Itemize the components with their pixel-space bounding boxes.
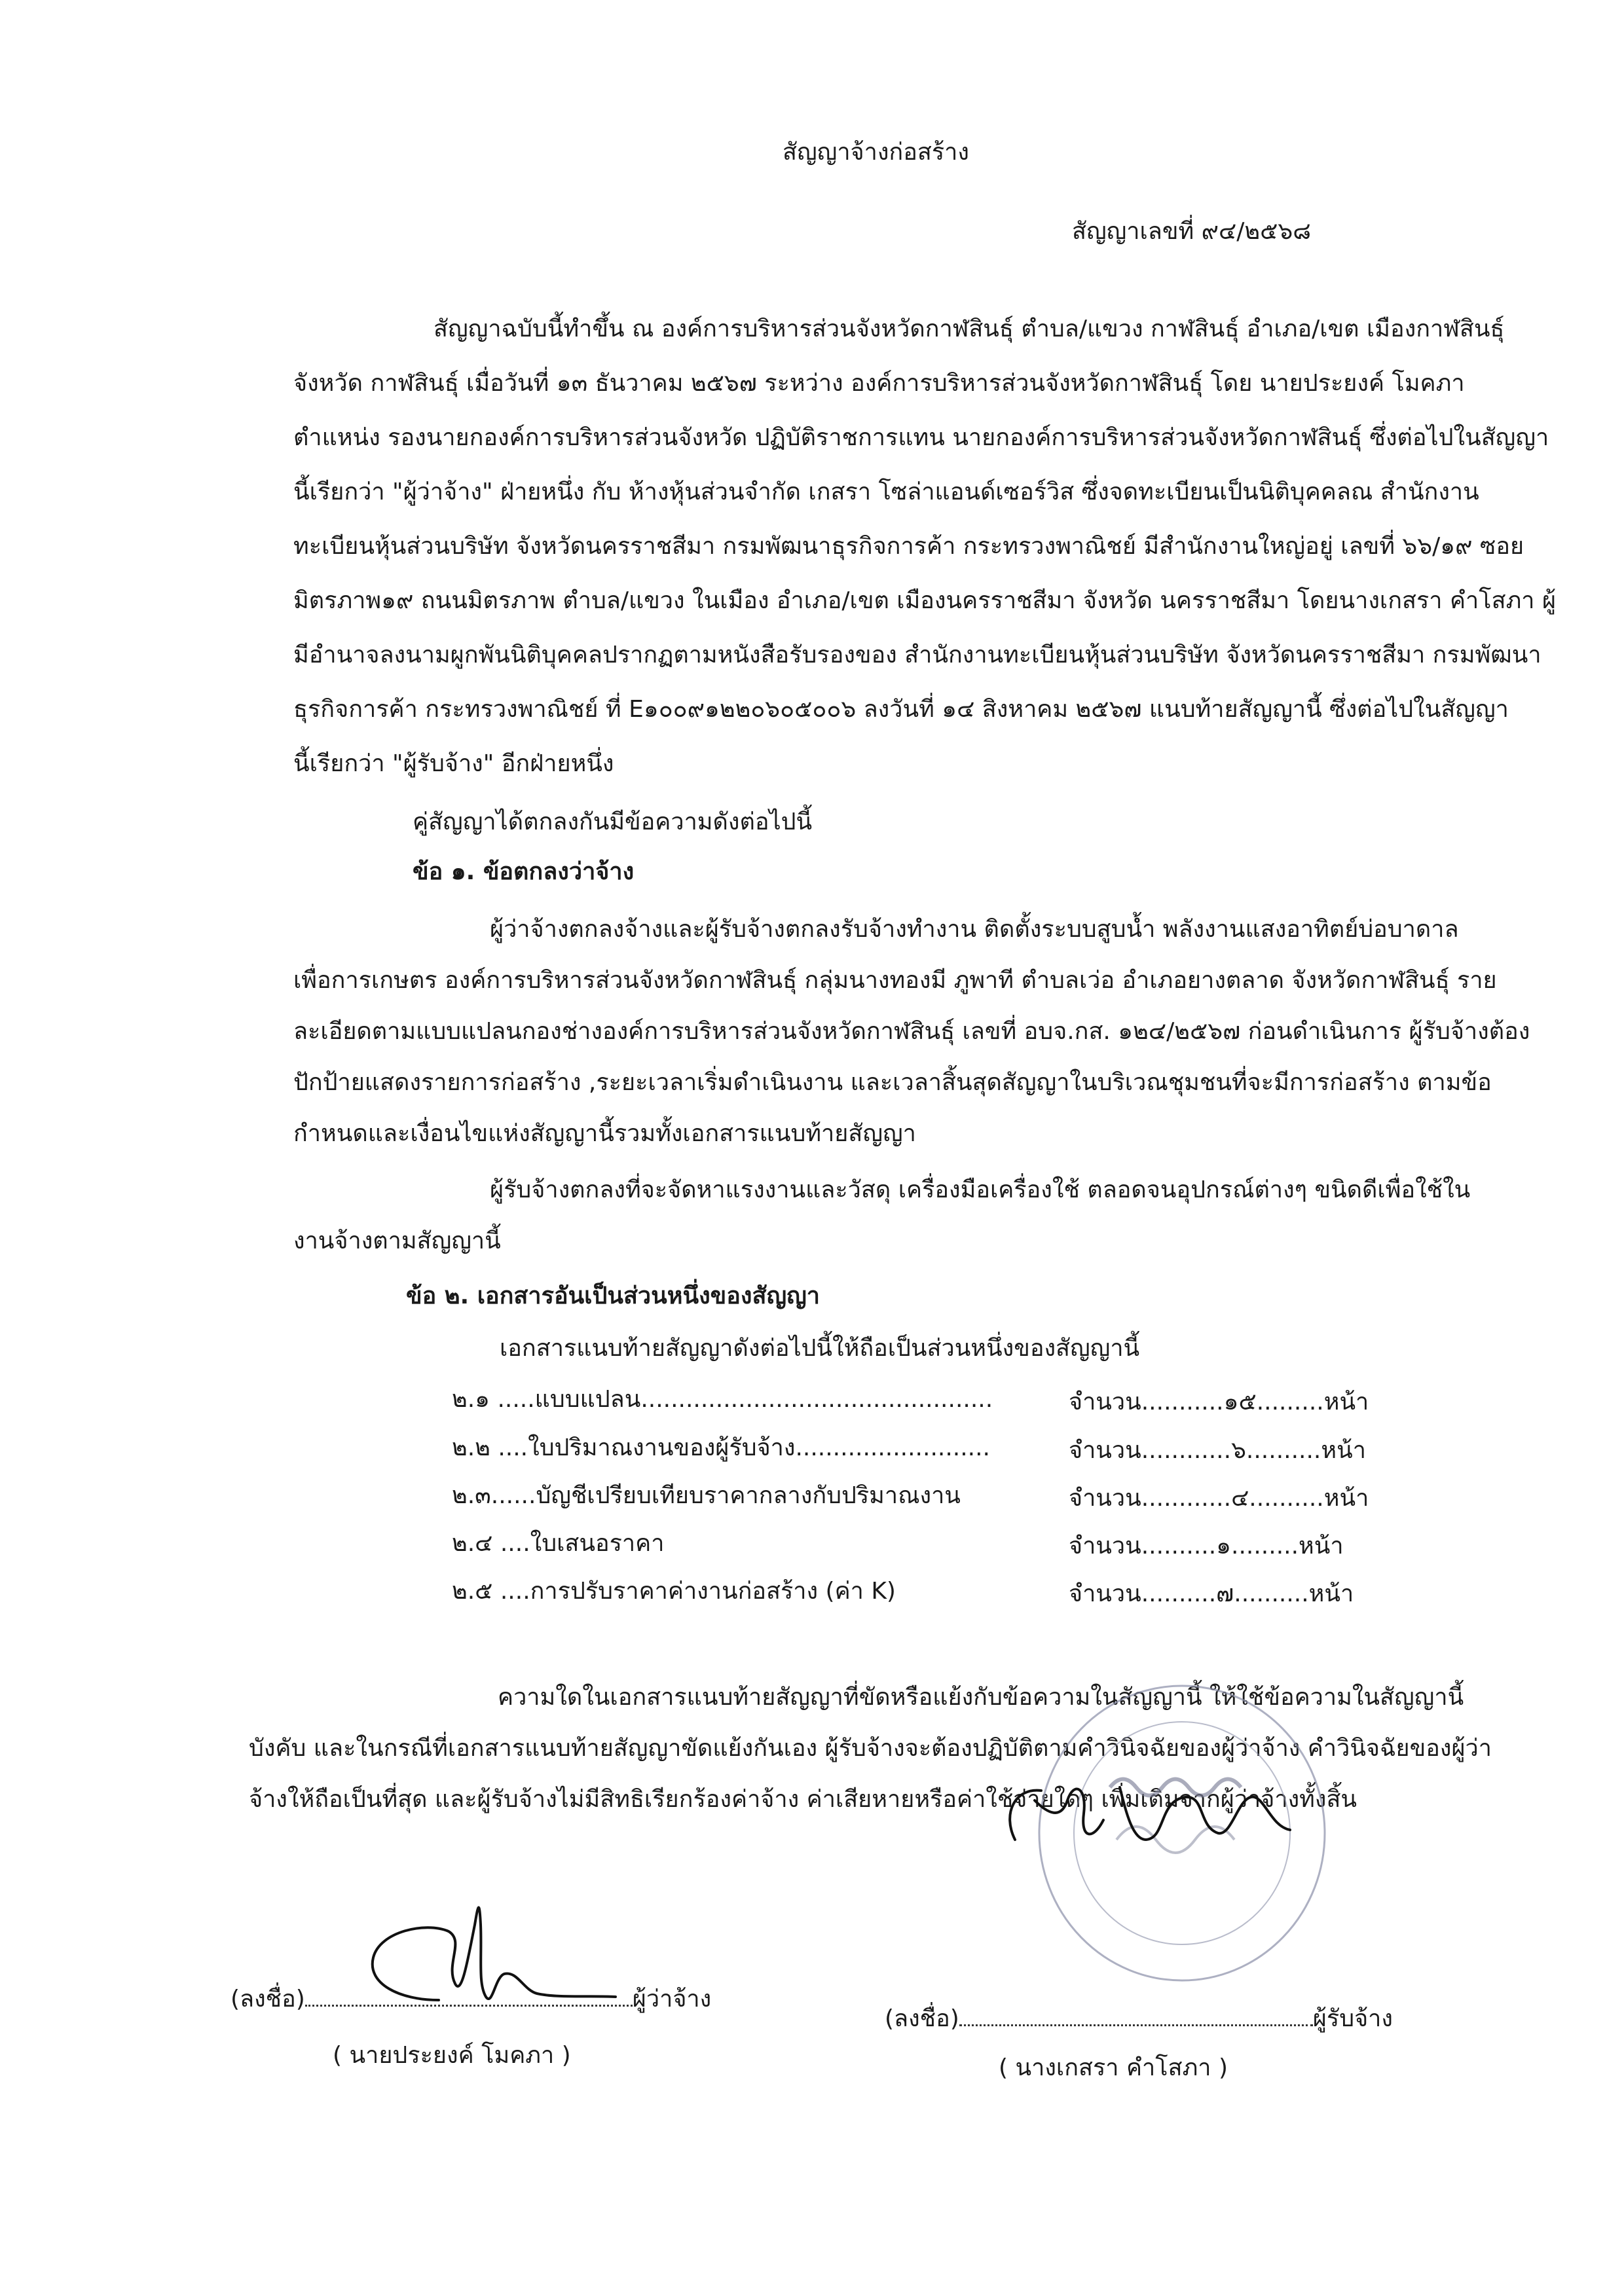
clause-1-line: งานจ้างตามสัญญานี้: [293, 1228, 501, 1254]
attachment-item: ๒.๒ ....ใบปริมาณงานของผู้รับจ้าง..........................: [452, 1434, 990, 1461]
employer-role: ผู้ว่าจ้าง: [632, 1986, 712, 2013]
intro-line: นี้เรียกว่า "ผู้ว่าจ้าง" ฝ่ายหนึ่ง กับ ห้างหุ้นส่วนจำกัด เกสรา โซล่าแอนด์เซอร์วิส ซึ่งจดทะเบียนเป็นนิติบุคคลณ สำนักงาน: [293, 479, 1479, 505]
clause-1-line: ปักป้ายแสดงรายการก่อสร้าง ,ระยะเวลาเริ่มดำเนินงาน และเวลาสิ้นสุดสัญญาในบริเวณชุมชนที่จะมีการก่อสร้าง ตามข้อ: [293, 1069, 1492, 1096]
agreement-statement: คู่สัญญาได้ตกลงกันมีข้อความดังต่อไปนี้: [413, 809, 813, 835]
contractor-signature: [989, 1761, 1316, 1866]
clause-1-line: เพื่อการเกษตร องค์การบริหารส่วนจังหวัดกาฬสินธุ์ กลุ่มนางทองมี ภูพาที ตำบลเว่อ อำเภอยางตลาด จังหวัดกาฬสินธุ์ ราย: [293, 967, 1497, 994]
intro-line: มิตรภาพ๑๙ ถนนมิตรภาพ ตำบล/แขวง ในเมือง อำเภอ/เขต เมืองนครราชสีมา จังหวัด นครราชสีมา โดยนางเกสรา คำโสภา ผู้: [293, 587, 1557, 614]
intro-line: จังหวัด กาฬสินธุ์ เมื่อวันที่ ๑๓ ธันวาคม ๒๕๖๗ ระหว่าง องค์การบริหารส่วนจังหวัดกาฬสินธุ์ โดย นายประยงค์ โมคภา: [293, 370, 1465, 397]
closing-line: ความใดในเอกสารแนบท้ายสัญญาที่ขัดหรือแย้งกับข้อความในสัญญานี้ ให้ใช้ข้อความในสัญญานี้: [498, 1684, 1464, 1711]
sign-label: (ลงชื่อ): [231, 1986, 305, 2013]
contract-number: สัญญาเลขที่ ๙๔/๒๕๖๘: [1071, 218, 1311, 245]
closing-line: จ้างให้ถือเป็นที่สุด และผู้รับจ้างไม่มีสิทธิเรียกร้องค่าจ้าง ค่าเสียหายหรือค่าใช้จ่ายใดๆ เพิ่มเติมจากผู้ว่าจ้างทั้งสิ้น: [249, 1786, 1357, 1813]
attachment-count: จำนวน...........๑๕.........หน้า: [1069, 1389, 1369, 1415]
intro-line: นี้เรียกว่า "ผู้รับจ้าง" อีกฝ่ายหนึ่ง: [293, 750, 614, 777]
closing-line: บังคับ และในกรณีที่เอกสารแนบท้ายสัญญาขัดแย้งกันเอง ผู้รับจ้างจะต้องปฏิบัติตามคำวินิจฉัยของผู้ว่าจ้าง คำวินิจฉัยของผู้ว่า: [249, 1735, 1492, 1762]
clause-2-intro: เอกสารแนบท้ายสัญญาดังต่อไปนี้ให้ถือเป็นส่วนหนึ่งของสัญญานี้: [500, 1335, 1140, 1362]
attachment-item: ๒.๕ ....การปรับราคาค่างานก่อสร้าง (ค่า K): [452, 1578, 896, 1605]
clause-1-line: ละเอียดตามแบบแปลนกองช่างองค์การบริหารส่วนจังหวัดกาฬสินธุ์ เลขที่ อบจ.กส. ๑๒๔/๒๕๖๗ ก่อนดำเนินการ ผู้รับจ้างต้อง: [293, 1018, 1530, 1045]
contractor-name: ( นางเกสรา คำโสภา ): [999, 2054, 1228, 2081]
clause-1-line: ผู้รับจ้างตกลงที่จะจัดหาแรงงานและวัสดุ เครื่องมือเครื่องใช้ ตลอดจนอุปกรณ์ต่างๆ ขนิดดีเพื่อใช้ใน: [490, 1176, 1471, 1203]
intro-line: ตำแหน่ง รองนายกองค์การบริหารส่วนจังหวัด ปฏิบัติราชการแทน นายกองค์การบริหารส่วนจังหวัดกาฬสินธุ์ ซึ่งต่อไปในสัญญา: [293, 424, 1549, 451]
intro-line: มีอำนาจลงนามผูกพันนิติบุคคลปรากฏตามหนังสือรับรองของ สำนักงานทะเบียนหุ้นส่วนบริษัท จังหวัดนครราชสีมา กรมพัฒนา: [293, 642, 1541, 668]
employer-signature: [341, 1886, 622, 2030]
intro-line: ธุรกิจการค้า กระทรวงพาณิชย์ ที่ E๑๐๐๙๑๒๒๐๖๐๕๐๐๖ ลงวันที่ ๑๔ สิงหาคม ๒๕๖๗ แนบท้ายสัญญานี้ ซึ่งต่อไปในสัญญา: [293, 696, 1509, 723]
intro-line: สัญญาฉบับนี้ทำขึ้น ณ องค์การบริหารส่วนจังหวัดกาฬสินธุ์ ตำบล/แขวง กาฬสินธุ์ อำเภอ/เขต เมืองกาฬสินธุ์: [434, 316, 1505, 342]
attachment-item: ๒.๓......บัญชีเปรียบเทียบราคากลางกับปริมาณงาน: [452, 1482, 961, 1509]
sign-label: (ลงชื่อ): [885, 2005, 959, 2032]
employer-name: ( นายประยงค์ โมคภา ): [333, 2042, 571, 2069]
clause-1-line: กำหนดและเงื่อนไขแห่งสัญญานี้รวมทั้งเอกสารแนบท้ายสัญญา: [293, 1120, 916, 1147]
attachment-count: จำนวน..........๑.........หน้า: [1069, 1533, 1344, 1559]
clause-2-heading: ข้อ ๒. เอกสารอันเป็นส่วนหนึ่งของสัญญา: [406, 1283, 821, 1309]
attachment-count: จำนวน..........๗..........หน้า: [1069, 1580, 1354, 1607]
contractor-signature-line: [885, 2007, 1393, 2031]
attachment-item: ๒.๔ ....ใบเสนอราคา: [452, 1530, 665, 1557]
attachment-item: ๒.๑ .....แบบแปลน...............................................: [452, 1386, 993, 1413]
intro-line: ทะเบียนหุ้นส่วนบริษัท จังหวัดนครราชสีมา กรมพัฒนาธุรกิจการค้า กระทรวงพาณิชย์ มีสำนักงานใหญ่อยู่ เลขที่ ๖๖/๑๙ ซอย: [293, 533, 1524, 560]
document-title: สัญญาจ้างก่อสร้าง: [783, 139, 969, 166]
attachment-count: จำนวน............๔..........หน้า: [1069, 1485, 1369, 1512]
clause-1-line: ผู้ว่าจ้างตกลงจ้างและผู้รับจ้างตกลงรับจ้างทำงาน ติดตั้งระบบสูบน้ำ พลังงานแสงอาทิตย์บ่อบาดาล: [490, 916, 1459, 943]
contractor-role: ผู้รับจ้าง: [1312, 2005, 1393, 2032]
attachment-count: จำนวน............๖..........หน้า: [1069, 1437, 1366, 1464]
dotted-line: [959, 2022, 1313, 2026]
clause-1-heading: ข้อ ๑. ข้อตกลงว่าจ้าง: [413, 858, 635, 885]
